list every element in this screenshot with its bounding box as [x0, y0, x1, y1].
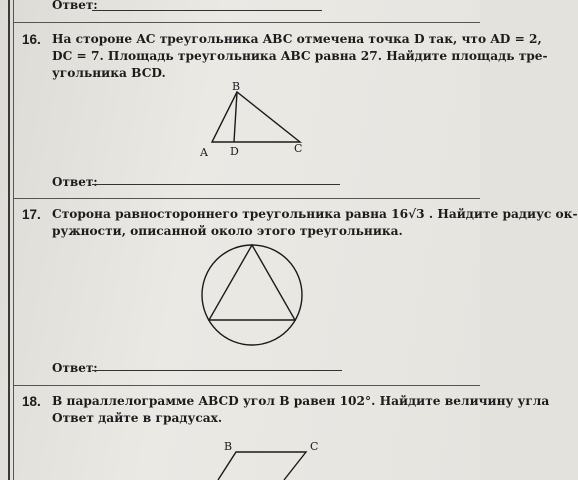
task-17-answer-line[interactable]: [92, 370, 342, 371]
task-17-text: [52, 206, 578, 240]
answer-line-top[interactable]: [92, 10, 322, 11]
task-18-number: 18.: [22, 394, 41, 409]
task-16-line-1: На стороне AC треугольника ABC отмечена точка D так, что AD = 2,: [52, 32, 542, 46]
task-16-text: [52, 31, 548, 82]
task-18-line-2: Ответ дайте в градусах.: [52, 411, 223, 425]
triangle-abc-figure: [190, 82, 330, 162]
divider: [14, 385, 480, 386]
segment-bd: [234, 92, 237, 142]
answer-label-top: Ответ:: [52, 0, 98, 12]
equilateral-triangle: [209, 245, 295, 320]
task-16-answer-label: Ответ:: [52, 175, 98, 189]
divider: [14, 198, 480, 199]
inscribed-triangle-figure: [192, 238, 312, 358]
page-margin-rule: [8, 0, 14, 480]
task-16-answer-line[interactable]: [92, 184, 340, 185]
label-c: C: [294, 142, 303, 155]
circumscribed-circle: [202, 245, 302, 345]
task-17-line-2: ружности, описанной около этого треугольника.: [52, 224, 403, 238]
label-b: B: [232, 80, 241, 93]
task-17-answer-label: Ответ:: [52, 361, 98, 375]
task-17-number: 17.: [22, 207, 41, 222]
label-a: A: [200, 146, 208, 159]
label-d: D: [230, 145, 239, 158]
task-16-line-3: угольника BCD.: [52, 66, 166, 80]
task-18-line-1: В параллелограмме ABCD угол B равен 102°. Найдите величину угла: [52, 394, 550, 408]
label-b: B: [224, 440, 233, 453]
task-16-line-2: DC = 7. Площадь треугольника ABC равна 27. Найдите площадь тре-: [52, 49, 548, 63]
task-17-line-1: Сторона равностороннего треугольника равна 16√3 . Найдите радиус ок-: [52, 207, 578, 221]
parallelogram-figure: [214, 440, 334, 480]
triangle-abc: [212, 92, 300, 142]
parallelogram-abcd: [218, 452, 306, 480]
task-18-text: [52, 393, 550, 427]
task-16-number: 16.: [22, 32, 41, 47]
divider: [14, 22, 480, 23]
label-c: C: [310, 440, 319, 453]
